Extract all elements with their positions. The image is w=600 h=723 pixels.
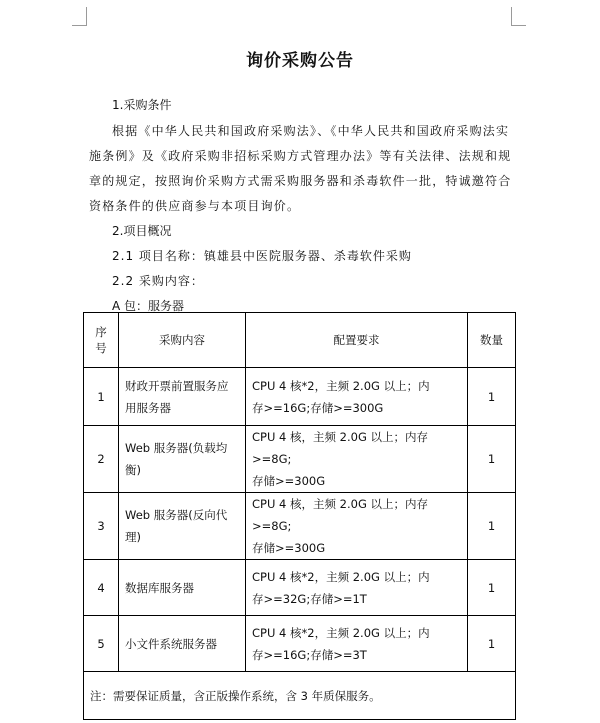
row-content-line: Web 服务器(反向代理)	[125, 508, 228, 544]
row-qty: 1	[468, 560, 516, 616]
document-title: 询价采购公告	[246, 51, 354, 71]
row-content	[119, 616, 246, 672]
row-no: 1	[84, 368, 119, 426]
row-content-line: 数据库服务器	[125, 580, 194, 595]
row-config-line: 存储>=300G	[252, 474, 326, 488]
section-1-paragraph-line: 根据《中华人民共和国政府采购法》、《中华人民共和国政府采购法实	[112, 124, 510, 138]
row-content-line: 小文件系统服务器	[125, 636, 217, 651]
row-content	[119, 560, 246, 616]
row-config-line: 存储>=300G	[252, 541, 326, 555]
header-config: 配置要求	[246, 313, 468, 368]
section-1-paragraph-line: 施条例》及《政府采购非招标采购方式管理办法》等有关法律、法规和规	[89, 149, 512, 163]
section-1-heading: 1.采购条件	[112, 98, 172, 112]
row-content	[119, 368, 246, 426]
table-row	[84, 493, 516, 560]
header-qty: 数量	[468, 313, 516, 368]
row-config-line: CPU 4 核，主频 2.0G 以上；内存>=8G;	[252, 497, 429, 533]
row-content	[119, 426, 246, 493]
section-1-paragraph-line: 资格条件的供应商参与本项目询价。	[89, 199, 301, 213]
row-config	[246, 368, 468, 426]
row-config	[246, 493, 468, 560]
row-content	[119, 493, 246, 560]
row-qty: 1	[468, 368, 516, 426]
table-row	[84, 426, 516, 493]
header-no-line1: 序	[95, 325, 107, 339]
package-label: A 包：服务器	[112, 299, 185, 313]
table-header-row	[84, 313, 516, 368]
header-content: 采购内容	[119, 313, 246, 368]
row-config	[246, 560, 468, 616]
row-config-line: CPU 4 核*2，主频 2.0G 以上；内	[252, 378, 430, 393]
project-name: 2.1 项目名称：镇雄县中医院服务器、杀毒软件采购	[112, 249, 412, 263]
table-row	[84, 560, 516, 616]
table-row	[84, 368, 516, 426]
table-row	[84, 616, 516, 672]
row-config-line: 存>=32G;存储>=1T	[252, 591, 367, 606]
section-1-paragraph-line: 章的规定，按照询价采购方式需采购服务器和杀毒软件一批，特诚邀符合	[89, 174, 512, 188]
table-note: 注：需要保证质量，含正版操作系统，含 3 年质保服务。	[84, 672, 516, 720]
header-no	[84, 313, 119, 368]
row-config-line: 存>=16G;存储>=3T	[252, 647, 367, 662]
row-config	[246, 426, 468, 493]
header-no-line2: 号	[95, 341, 107, 355]
section-2-heading: 2.项目概况	[112, 224, 172, 238]
row-no: 2	[84, 426, 119, 493]
row-content-line: 用服务器	[125, 400, 171, 415]
table-note-row	[84, 672, 516, 720]
row-no: 3	[84, 493, 119, 560]
row-config	[246, 616, 468, 672]
row-config-line: CPU 4 核*2，主频 2.0G 以上；内	[252, 569, 430, 584]
row-no: 4	[84, 560, 119, 616]
row-qty: 1	[468, 426, 516, 493]
row-config-line: 存>=16G;存储>=300G	[252, 400, 384, 415]
row-content-line: 财政开票前置服务应	[125, 378, 229, 393]
page-corner-mark-top-left	[72, 7, 87, 26]
row-config-line: CPU 4 核*2，主频 2.0G 以上；内	[252, 625, 430, 640]
procurement-table	[83, 312, 516, 720]
row-qty: 1	[468, 493, 516, 560]
row-content-line: Web 服务器(负载均衡)	[125, 441, 228, 477]
row-no: 5	[84, 616, 119, 672]
content-heading: 2.2 采购内容：	[112, 274, 204, 288]
page-corner-mark-top-right	[511, 7, 526, 26]
row-qty: 1	[468, 616, 516, 672]
row-config-line: CPU 4 核，主频 2.0G 以上；内存>=8G;	[252, 430, 429, 466]
